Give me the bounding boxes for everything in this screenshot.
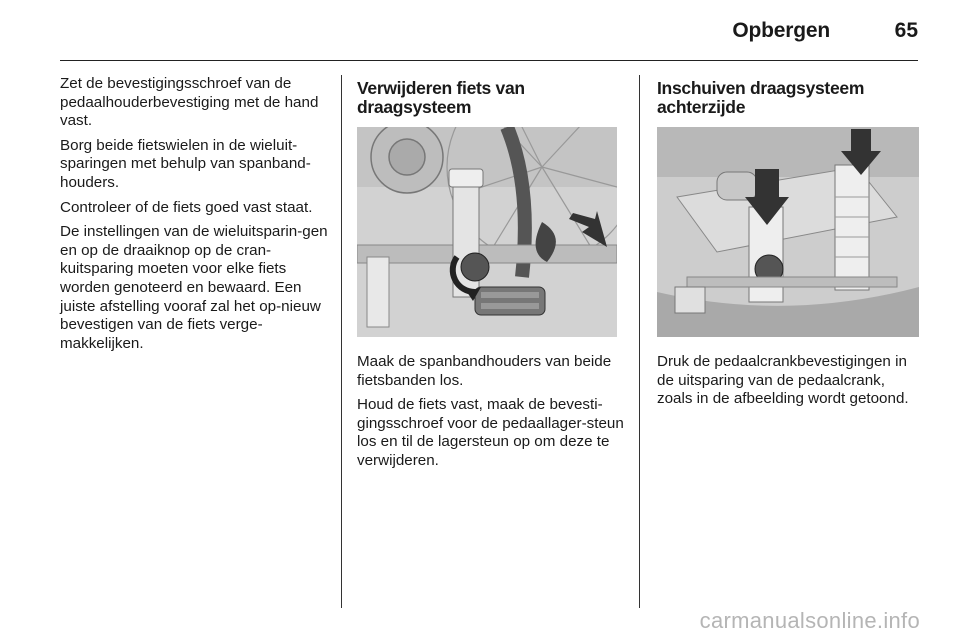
bike-carrier-removal-illustration-icon [357, 127, 617, 337]
page-header [0, 0, 960, 60]
page-title: Opbergen [732, 19, 830, 42]
header-rule [60, 60, 918, 61]
carrier-pedal-crank-insertion-illustration-icon [657, 127, 919, 337]
page-number: 65 [894, 19, 918, 42]
paragraph: Druk de pedaalcrankbevestigingen in de uitsparing van de pedaalcrank, zoals in de afbeelding wordt getoond. [657, 353, 909, 408]
section-heading: Verwijderen fiets van draagsysteem [357, 78, 525, 117]
column-divider-2 [639, 75, 640, 608]
paragraph: Houd de fiets vast, maak de bevesti-gingsschroef voor de pedaallager-steun los en til de lagersteun op om deze te verwijderen. [357, 396, 624, 469]
paragraph: Maak de spanbandhouders van beide fietsbanden los. [357, 353, 612, 389]
column-divider-1 [341, 75, 342, 608]
paragraph: Borg beide fietswielen in de wieluit-sparingen met behulp van spanband-houders. [60, 136, 311, 191]
paragraph: De instellingen van de wieluitsparin-gen en op de draaiknop op de cran-kuitsparing moeten voor elke fiets worden genoteerd en bewaard. Een juiste afstelling vooraf zal het op-nieuw bevestigen van de fiets verge-makkelijken. [60, 223, 328, 352]
watermark: carmanualsonline.info [699, 608, 920, 633]
column-3 [657, 75, 923, 415]
column-2 [357, 75, 627, 477]
paragraph: Controleer of de fiets goed vast staat. [60, 198, 313, 216]
paragraph: Zet de bevestigingsschroef van de pedaalhouderbevestiging met de hand vast. [60, 75, 319, 130]
column-1 [60, 75, 332, 359]
section-heading: Inschuiven draagsysteem achterzijde [657, 78, 865, 117]
